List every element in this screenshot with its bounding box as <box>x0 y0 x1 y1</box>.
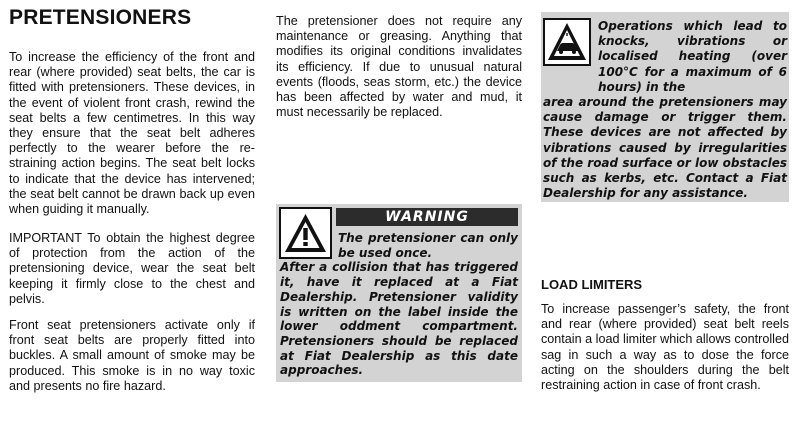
warning-header: WARNING <box>336 208 518 226</box>
warning-box <box>276 204 522 382</box>
important-paragraph: IMPORTANT To obtain the highest degree of protection from the action of the pretensioning device, wear the seat belt keeping it firmly close to the chest and pelvis. <box>9 231 255 306</box>
caution-text-indent: Operations which lead to knocks, vibrations or localised heating (over 100°C for a maximum of 6 hours) in the <box>598 19 787 94</box>
warning-text-first: The pretensioner can only be used once. <box>338 231 518 260</box>
caution-text-rest: area around the pretensioners may cause damage or trigger them. These devices are not affected by vibrations caused by irregularities of the road surface or low obstacles such as kerbs, etc. Contact a Fiat Dealership for any assistance. <box>543 95 787 201</box>
maintenance-paragraph: The pretensioner does not require any maintenance or greasing. Anything that modifies its original conditions invalidates its efficiency. If due to unusual natural events (floods, seas storm, etc.) the device has been affected by water and mud, it must necessarily be replaced. <box>276 14 522 120</box>
caution-box <box>541 12 789 202</box>
load-limiters-paragraph: To increase passenger’s safety, the front and rear (where provided) seat belt reels contain a load limiter which allows controlled sag in such a way as to dose the force acting on the shoulders during the belt restraining action in case of front crash. <box>541 302 789 393</box>
intro-paragraph: To increase the efficiency of the front and rear (where provided) seat belts, the car is fitted with pretensioners. These devices, in the event of violent front crash, rewind the seat belts a few centimetres. In this way they ensure that the seat belt adheres perfectly to the wearer before the restraining action begins. The seat belt locks to indicate that the device has intervened; the seat belt cannot be drawn back up even when guiding it manually. <box>9 50 255 217</box>
warning-text <box>280 231 518 378</box>
caution-text <box>543 19 787 201</box>
smoke-paragraph: Front seat pretensioners activate only if front seat belts are properly fitted into buckles. A small amount of smoke may be produced. This smoke is in no way toxic and presents no fire hazard. <box>9 318 255 393</box>
page-title: PRETENSIONERS <box>9 6 192 29</box>
load-limiters-heading: LOAD LIMITERS <box>541 277 643 292</box>
warning-text-rest: After a collision that has triggered it, have it replaced at a Fiat Dealership. Pretensioner validity is written on the label inside the lower oddment compartment. Pretensioners should be replaced at Fiat Dealership as this date approaches. <box>280 260 518 378</box>
